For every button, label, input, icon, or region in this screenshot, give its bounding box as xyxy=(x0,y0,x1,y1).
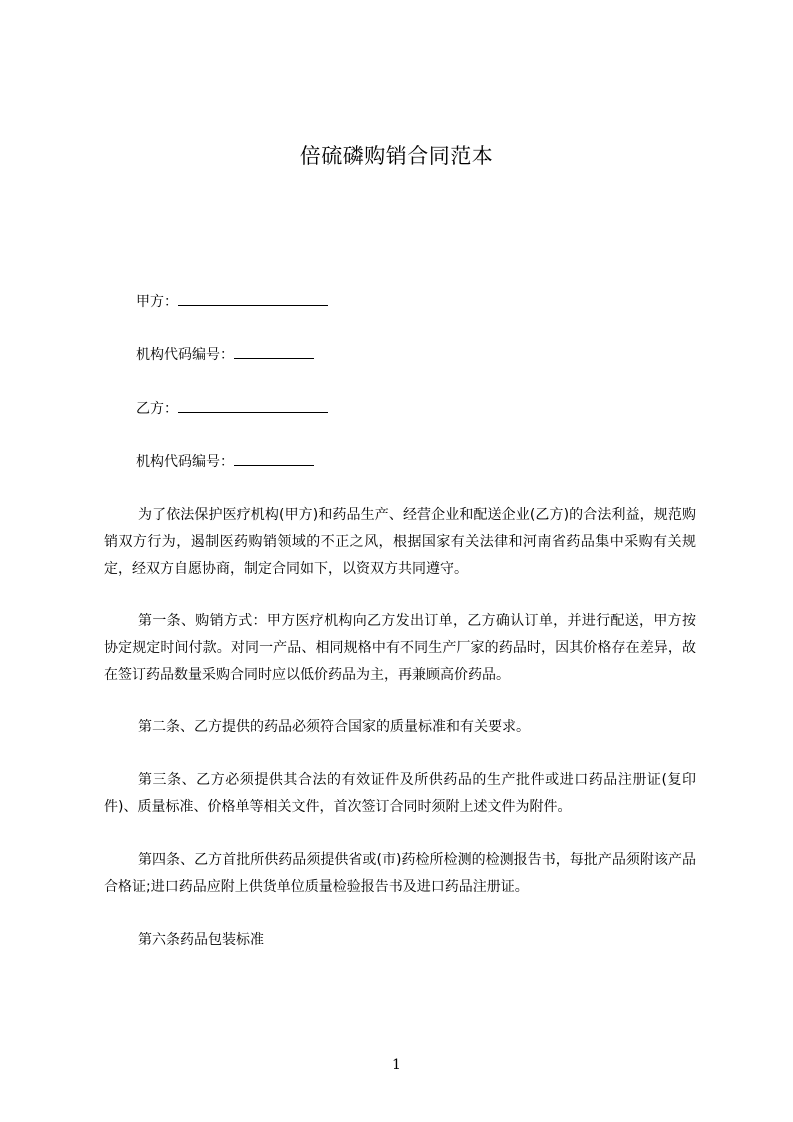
party-b-code-field xyxy=(136,451,314,472)
party-a-code-label: 机构代码编号： xyxy=(136,347,234,363)
article-4-paragraph: 第四条、乙方首批所供药品须提供省或(市)药检所检测的检测报告书，每批产品须附该产品合格证;进口药品应附上供货单位质量检验报告书及进口药品注册证。 xyxy=(104,852,696,895)
article-3-paragraph: 第三条、乙方必须提供其合法的有效证件及所供药品的生产批件或进口药品注册证(复印件)、质量标准、价格单等相关文件，首次签订合同时须附上述文件为附件。 xyxy=(104,772,696,815)
party-b-label: 乙方： xyxy=(136,401,178,417)
party-b-code-blank-line xyxy=(234,451,314,466)
party-a-field xyxy=(136,291,328,312)
article-6-heading: 第六条药品包装标准 xyxy=(138,932,264,948)
article-2-paragraph: 第二条、乙方提供的药品必须符合国家的质量标准和有关要求。 xyxy=(138,719,530,735)
article-1-paragraph: 第一条、购销方式：甲方医疗机构向乙方发出订单，乙方确认订单，并进行配送，甲方按协定规定时间付款。对同一产品、相同规格中有不同生产厂家的药品时，因其价格存在差异，故在签订药品数量采购合同时应以低价药品为主，再兼顾高价药品。 xyxy=(104,613,696,683)
page-title: 倍硫磷购销合同范本 xyxy=(299,144,494,168)
party-a-code-blank-line xyxy=(234,344,314,359)
party-b-field xyxy=(136,398,328,419)
party-a-code-field xyxy=(136,344,314,365)
party-b-blank-line xyxy=(178,398,328,413)
page-number: 1 xyxy=(392,1057,401,1073)
preamble-paragraph: 为了依法保护医疗机构(甲方)和药品生产、经营企业和配送企业(乙方)的合法利益，规范购销双方行为，遏制医药购销领域的不正之风，根据国家有关法律和河南省药品集中采购有关规定，经双方自愿协商，制定合同如下，以资双方共同遵守。 xyxy=(104,507,696,577)
party-b-code-label: 机构代码编号： xyxy=(136,454,234,470)
party-a-blank-line xyxy=(178,291,328,306)
party-a-label: 甲方： xyxy=(136,294,178,310)
